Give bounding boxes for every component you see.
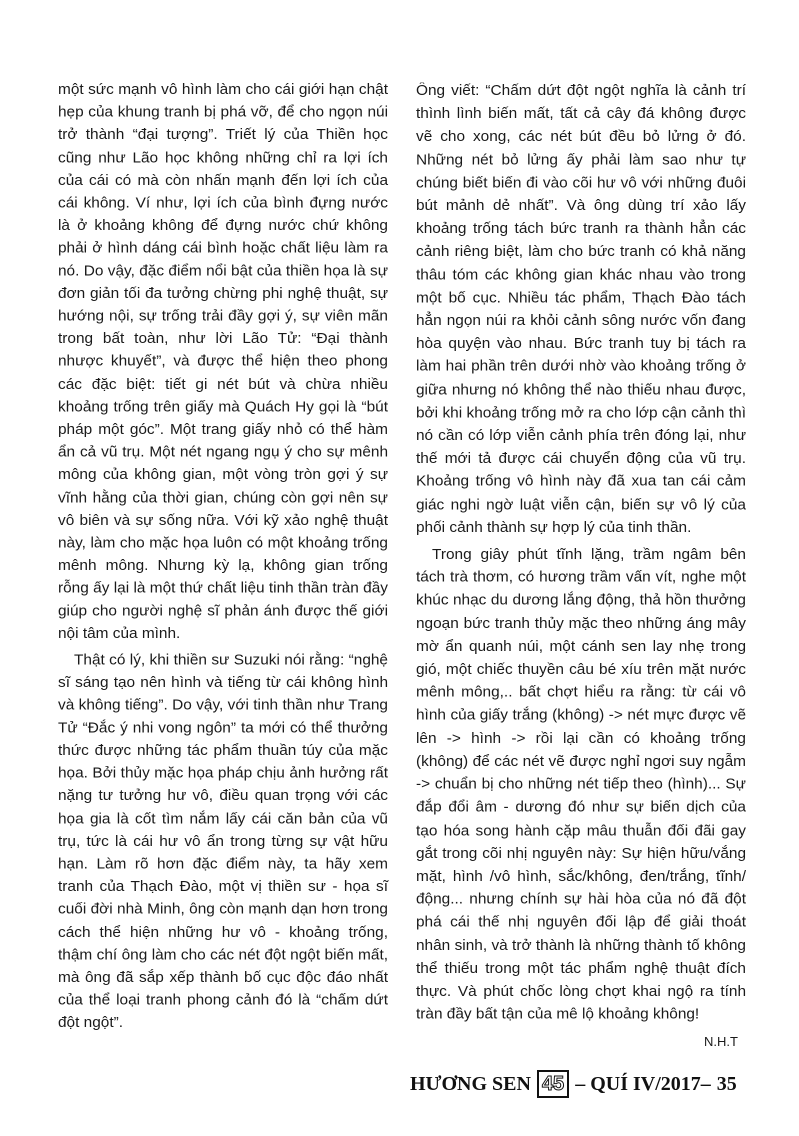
paragraph: một sức mạnh vô hình làm cho cái giới hạn chật hẹp của khung tranh bị phá vỡ, để cho ngọn núi trở thành “đại tượng”. Triết lý của Thiền học cũng như Lão học không những chỉ ra lợi ích của cái có mà còn nhấn mạnh đến lợi ích của cái không. Ví như, lợi ích của bình đựng nước là ở khoảng không để đựng nước chứ không phải ở hình dáng cái bình hoặc chất liệu làm ra nó. Do vậy, đặc điểm nổi bật của thiền họa là sự đơn giản tối đa tưởng chừng phi nghệ thuật, sự hướng nội, sự trống trải đầy gợi ý, sự viên mãn trong bất toàn, như lời Lão Tử: “Đại thành nhược khuyết”, và được thể hiện theo phong các đặc biệt: tiết gi nét bút và chừa nhiều khoảng trống trên giấy mà Quách Hy gọi là “bút pháp một góc”. Một trang giấy nhỏ có thể hàm ẩn cả vũ trụ. Một nét ngang ngụ ý cho sự mênh mông của không gian, một vòng tròn gợi ý sự vĩnh hằng của thời gian, chúng còn gợi nên sự vô biên và sự sống nữa. Với kỹ xảo nghệ thuật này, làm cho mặc họa luôn có một khoảng trống mênh mông. Nhưng kỳ lạ, không gian trống rỗng ấy lại là một thứ chất liệu tinh thần tràn đầy giúp cho người nghệ sĩ phản ánh được thế giới nội tâm của mình.: [58, 81, 388, 642]
author-signature: N.H.T: [704, 1034, 738, 1049]
paragraph: Trong giây phút tĩnh lặng, trầm ngâm bên tách trà thơm, có hương trầm vấn vít, nghe một khúc nhạc du dương lắng động, thả hồn thưởng ngoạn bức tranh thủy mặc theo những áng mây mờ ẩn quanh núi, một cánh sen lay nhẹ trong gió, một chiếc thuyền câu bé xíu trên mặt nước mênh mông,.. bất chợt hiểu ra rằng: từ cái vô hình của giấy trắng (không) -> nét mực được vẽ lên -> hình -> rồi lại cần có khoảng trống (không) để các nét vẽ được nghỉ ngơi suy ngẫm -> chuẩn bị cho những nét tiếp theo (hình)... Sự đắp đổi âm - dương đó như sự biến dịch của tạo hóa song hành cặp mâu thuẫn đối đãi gay gắt trong cõi nhị nguyên này: Sự hiện hữu/vắng mặt, hình /vô hình, sắc/không, đen/trắng, tĩnh/động... nhưng chính sự hài hòa của nó đã đột phá cái thế nhị nguyên đối lập để giải thoát nhân sinh, và trở thành là những thành tố không thể thiếu trong một tác phẩm nghệ thuật đích thực. Và phút chốc lòng chợt khai ngộ ra tính tràn đầy bất tận của mê lộ khoảng không!: [416, 546, 746, 1023]
magazine-name: HƯƠNG SEN: [410, 1072, 531, 1095]
page-footer: [410, 1068, 745, 1100]
left-column: [58, 79, 388, 1039]
paragraph: Thật có lý, khi thiền sư Suzuki nói rằng: “nghệ sĩ sáng tạo nên hình và tiếng từ cái không hình và không tiếng”. Do vậy, với tinh thần như Trang Tử “Đắc ý nhi vong ngôn” ta mới có thể thưởng thức được những tác phẩm thuần túy của mặc họa. Bởi thủy mặc họa pháp chịu ảnh hưởng rất nặng tư tưởng hư vô, điều quan trọng với các họa gia là cốt tìm nắm lấy cái căn bản của vũ trụ, tức là cái hư vô ẩn trong từng sự vật hữu hạn. Làm rõ hơn đặc điểm này, ta hãy xem tranh của Thạch Đào, một vị thiền sư - họa sĩ cuối đời nhà Minh, ông còn mạnh dạn hơn trong cách thể hiện những hư vô - khoảng trống, thậm chí ông làm cho các nét đột ngột biến mất, mà ông đã sắp xếp thành bố cục độc đáo nhất của thể loại tranh phong cảnh đó là “chấm dứt đột ngột”.: [58, 652, 388, 1031]
page-number: 35: [716, 1072, 737, 1095]
paragraph: Ông viết: “Chấm dứt đột ngột nghĩa là cảnh trí thình lình biến mất, tất cả cây đá không được vẽ cho xong, các nét bút đều bỏ lửng ở đó. Những nét bỏ lửng ấy phải làm sao như tự chúng biết biến đi vào cõi hư vô với những đuôi bút mảnh dẻ nhất”. Và ông dùng trí xảo lấy khoảng trống tách bức tranh ra thành hẳn các cảnh riêng biệt, làm cho bức tranh có khả năng thâu tóm các không gian khác nhau vào trong một bố cục. Nhiều tác phẩm, Thạch Đào tách hẳn ngọn núi ra khỏi cảnh sông nước vốn đang hòa quyện vào nhau. Bức tranh tuy bị tách ra làm hai phần trên dưới nhờ vào khoảng trống ở giữa nhưng nó không thể nào thiếu nhau được, bởi khi khoảng trống mở ra cho lớp cận cảnh thì nó cần có lớp viễn cảnh phía trên đóng lại, như thế mới tả được cái chuyển động của vũ trụ. Khoảng trống vô hình này đã xua tan cái cảm giác nghi ngờ luật viễn cận, biến sự vô lý của phối cảnh thành sự hợp lý của tinh thần.: [416, 82, 746, 536]
right-column: [416, 80, 746, 1030]
issue-label: – QUÍ IV/2017–: [575, 1072, 711, 1095]
issue-number-box: [537, 1070, 569, 1098]
issue-number: 45: [541, 1073, 565, 1095]
